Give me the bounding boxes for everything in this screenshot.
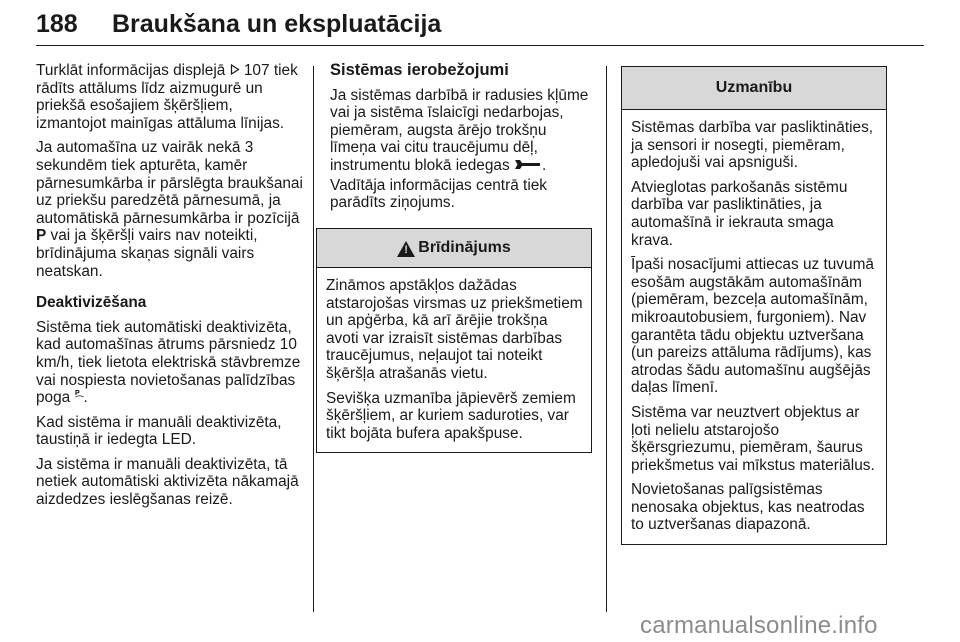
page-header — [36, 4, 924, 48]
paragraph: Sevišķa uzmanība jāpievērš zemiem šķēršļiem, ar kuriem saduroties, var tikt bojāta bufera apakšpuse. — [326, 389, 576, 442]
watermark: carmanualsonline.info — [640, 612, 878, 639]
paragraph: Ja sistēmas darbībā ir radusies kļūme vai ja sistēma īslaicīgi nedarbojas, piemēram, augsta ārējo trokšņu līmeņa vai citu traucējumu dēļ, instrumentu blokā iedegas . — [330, 86, 589, 174]
svg-text:P: P — [74, 390, 80, 398]
warning-box-header — [317, 229, 591, 268]
paragraph: Turklāt informācijas displejā 107 tiek rādīts attālums līdz aizmugurē un priekšā esošajiem šķēršļiem, izmantojot mainīgas attāluma līnijas. — [36, 62, 298, 132]
paragraph: Novietošanas palīgsistēmas nenosaka objektus, kas neatrodas to uztveršanas diapazonā. — [631, 481, 865, 534]
page-title: Braukšana un ekspluatācija — [112, 10, 442, 38]
section-heading: Sistēmas ierobežojumi — [330, 61, 509, 79]
header-divider — [36, 45, 924, 46]
caution-title: Uzmanību — [715, 79, 793, 96]
paragraph: Sistēma var neuztvert objektus ar ļoti nelielu atstarojošo šķērsgriezumu, piemēram, šaurus priekšmetus vai mīkstus materiālus. — [631, 403, 875, 474]
column-middle — [330, 62, 596, 219]
wrench-icon — [514, 157, 542, 175]
column-divider-right — [606, 66, 607, 612]
arrow-right-icon — [230, 62, 240, 80]
paragraph: Kad sistēma ir manuāli deaktivizēta, taustiņā ir iedegta LED. — [36, 413, 282, 449]
caution-box-header — [622, 67, 886, 110]
warning-box-body — [317, 268, 591, 452]
paragraph: Īpaši nosacījumi attiecas uz tuvumā esošām augstākām automašīnām (piemēram, bezceļa automašīnām, mikroautobusiem, furgoniem). Nav garantēta tādu objektu uztveršana (un pareizs attāluma rādījums), kas atrodas šādu automašīnu augšējās daļas līmenī. — [631, 256, 874, 397]
warning-box — [316, 228, 592, 453]
paragraph: Ja automašīna uz vairāk nekā 3 sekundēm tiek apturēta, kamēr pārnesumkārba ir pārslēgta braukšanai uz priekšu paredzētā pārnesumā, ja automātiskā pārnesumkārba ir pozīcijā P vai ja šķēršļi vairs nav noteikti, brīdinājuma skaņas signāli vairs neatskan. — [36, 139, 303, 280]
paragraph: Atvieglotas parkošanās sistēmu darbība var pasliktināties, ja automašīnā ir iekrauta smaga krava. — [631, 178, 848, 249]
warning-triangle-icon: ! — [397, 241, 415, 257]
paragraph: Vadītāja informācijas centrā tiek parādīts ziņojums. — [330, 176, 547, 212]
column-divider-left — [313, 66, 314, 612]
caution-box — [621, 66, 887, 545]
page-number: 188 — [36, 10, 78, 38]
section-subheading: Deaktivizēšana — [36, 294, 147, 312]
paragraph: Zināmos apstākļos dažādas atstarojošas virsmas uz priekšmetiem un apģērba, kā arī ārējie trokšņa avoti var izraisīt sistēmas darbības traucējumus, neļaujot tai noteikt šķēršļa atrašanās vietu. — [326, 277, 583, 382]
paragraph: Sistēma tiek automātiski deaktivizēta, kad automašīnas ātrums pārsniedz 10 km/h, tiek lietota elektriskā stāvbremze vai nospiesta novietošanas palīdzības poga P . — [36, 318, 301, 407]
paragraph: Sistēmas darbība var pasliktināties, ja sensori ir nosegti, piemēram, apledojuši vai apsniguši. — [631, 119, 874, 172]
warning-title: Brīdinājums — [418, 239, 511, 256]
column-left — [36, 62, 304, 516]
park-assist-icon — [75, 389, 84, 402]
caution-box-body — [622, 110, 886, 544]
paragraph: Ja sistēma ir manuāli deaktivizēta, tā netiek automātiski aktivizēta nākamajā aizdedzes ieslēgšanas reizē. — [36, 455, 299, 509]
